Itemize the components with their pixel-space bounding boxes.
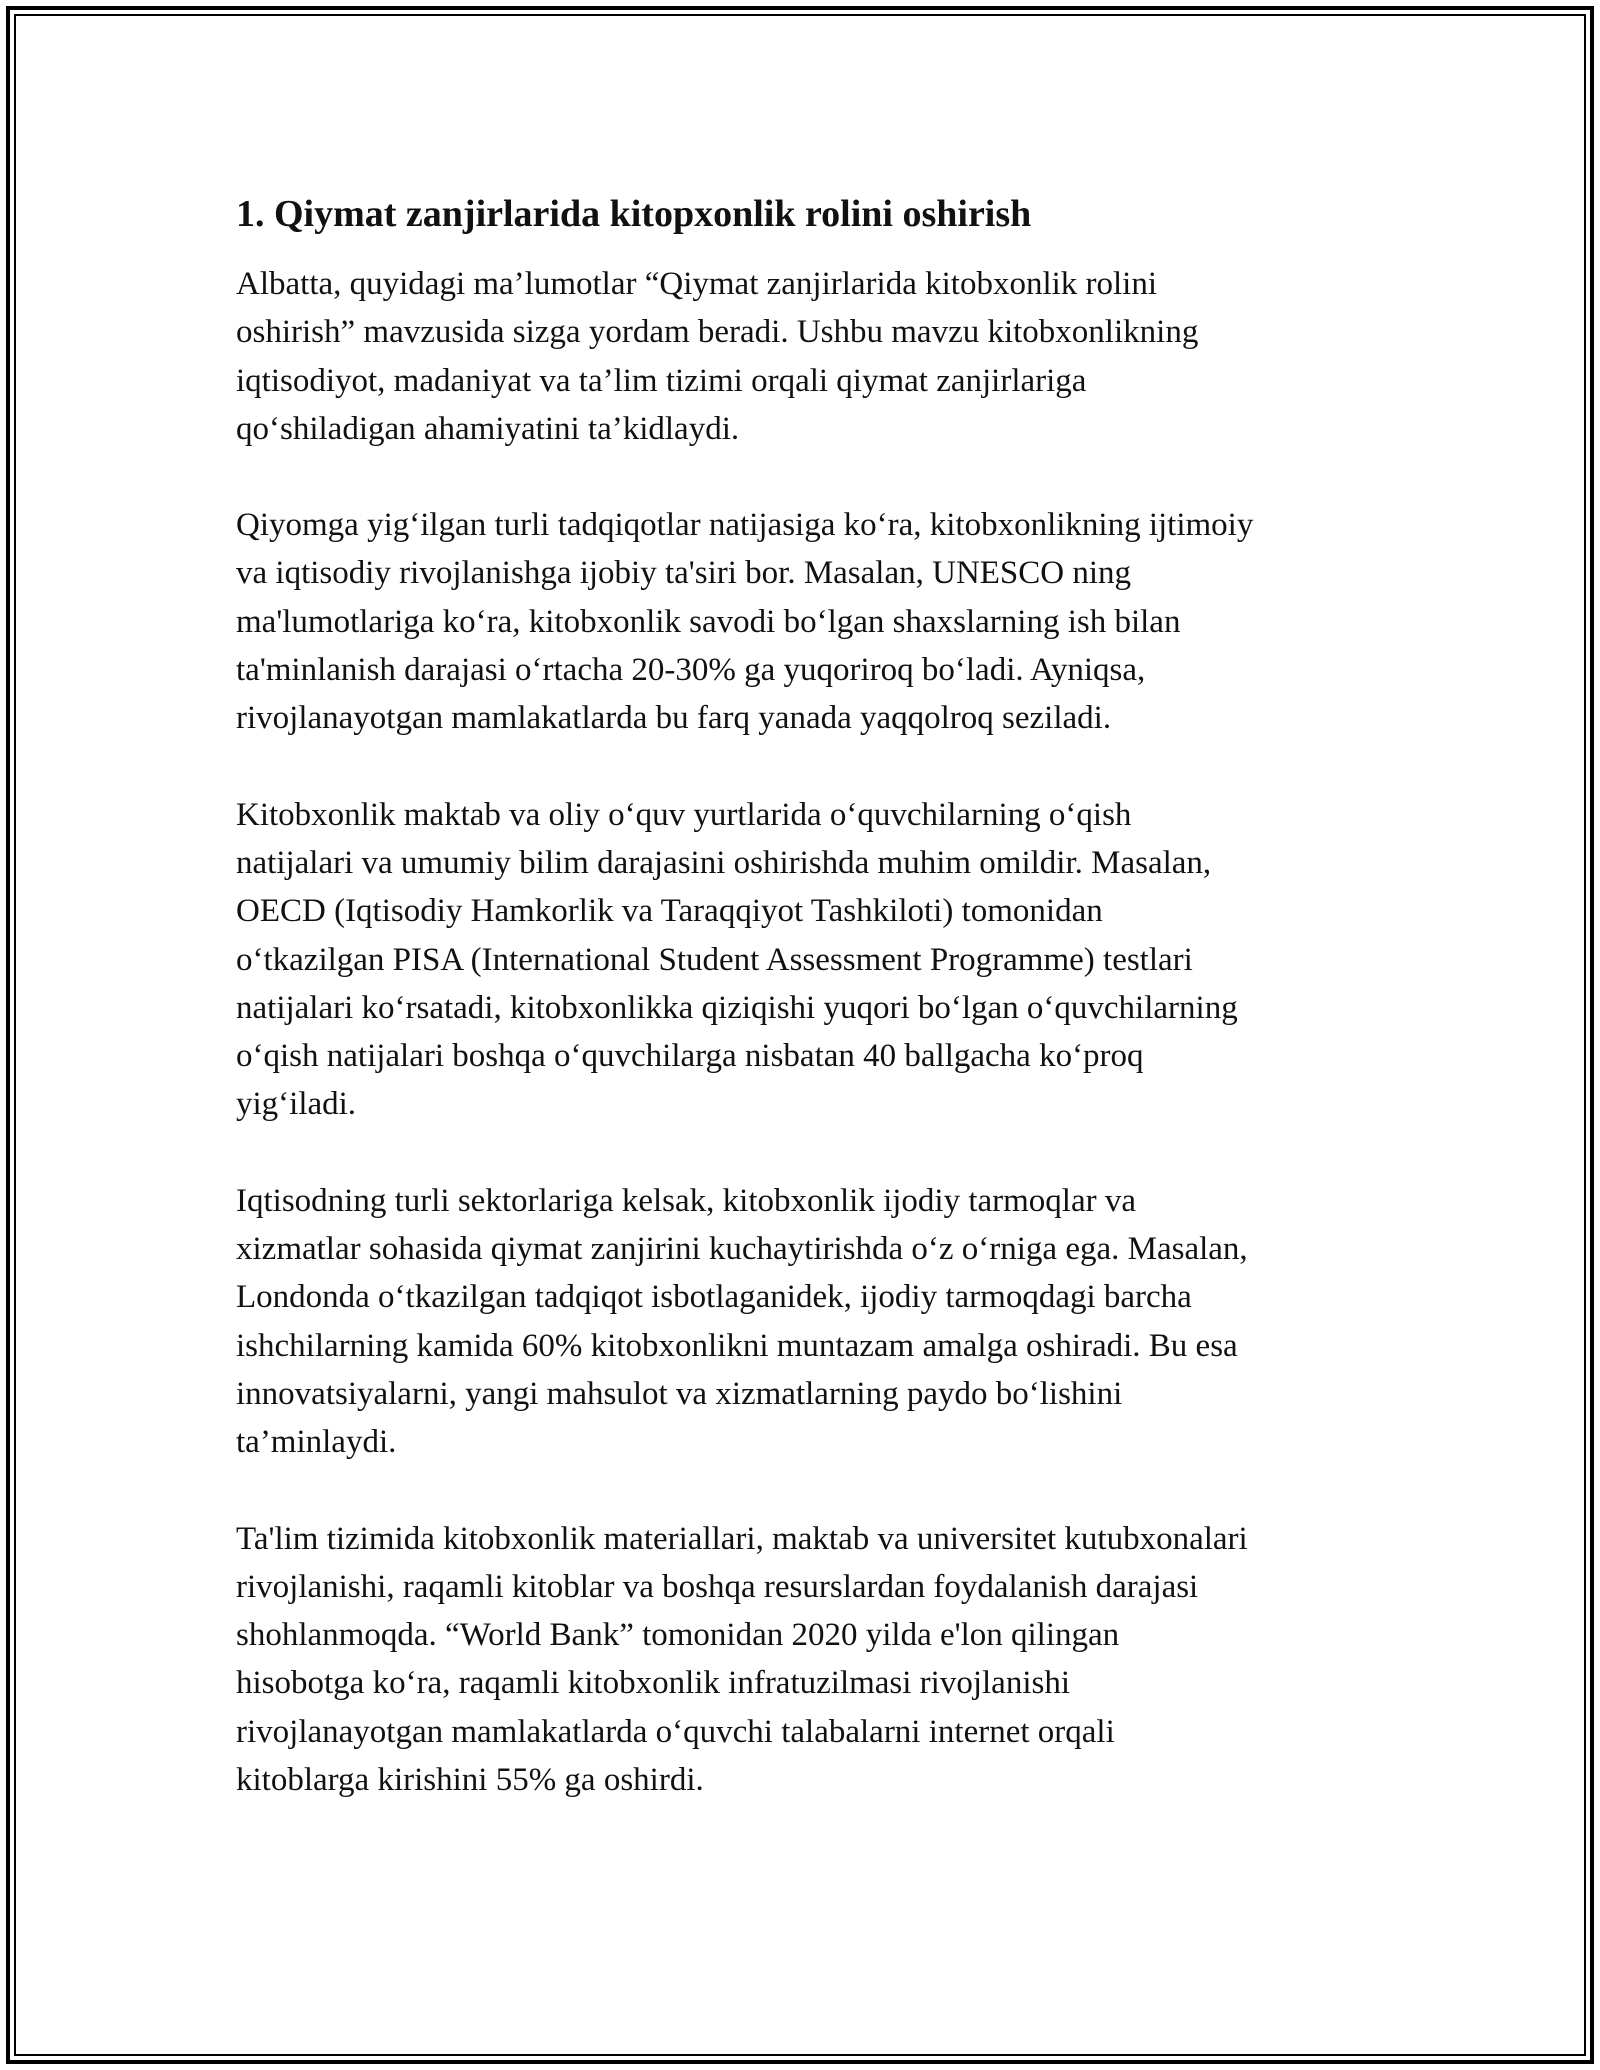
text-line: Albatta, quyidagi ma’lumotlar “Qiymat zanjirlarida kitobxonlik rolini: [236, 266, 1158, 302]
text-line: shohlanmoqda. “World Bank” tomonidan 2020 yilda e'lon qilingan: [236, 1617, 1120, 1654]
paragraph-intro: [236, 260, 1376, 453]
text-line: Kitobxonlik maktab va oliy o‘quv yurtlarida o‘quvchilarning o‘qish: [236, 796, 1132, 833]
text-line: Ta'lim tizimida kitobxonlik materiallari, maktab va universitet kutubxonalari: [236, 1520, 1248, 1557]
text-line: rivojlanayotgan mamlakatlarda o‘quvchi talabalarni internet orqali: [236, 1713, 1115, 1750]
section-heading: 1. Qiymat zanjirlarida kitopxonlik rolini oshirish: [236, 193, 1032, 235]
text-line: xizmatlar sohasida qiymat zanjirini kuchaytirishda o‘z o‘rniga ega. Masalan,: [236, 1231, 1248, 1268]
text-line: qo‘shiladigan ahamiyatini ta’kidlaydi.: [236, 410, 740, 447]
text-line: ta'minlanish darajasi o‘rtacha 20-30% ga yuqoriroq bo‘ladi. Ayniqsa,: [236, 652, 1146, 689]
text-line: o‘tkazilgan PISA (International Student Assessment Programme) testlari: [236, 941, 1193, 978]
text-line: Londonda o‘tkazilgan tadqiqot isbotlaganidek, ijodiy tarmoqdagi barcha: [236, 1279, 1192, 1316]
text-line: va iqtisodiy rivojlanishga ijobiy ta'siri bor. Masalan, UNESCO ning: [236, 555, 1132, 592]
paragraph-economy-sectors: [236, 1177, 1376, 1467]
text-line: ma'lumotlariga ko‘ra, kitobxonlik savodi bo‘lgan shaxslarning ish bilan: [236, 603, 1181, 640]
text-line: natijalari ko‘rsatadi, kitobxonlikka qiziqishi yuqori bo‘lgan o‘quvchilarning: [236, 989, 1238, 1026]
text-line: yig‘iladi.: [236, 1086, 357, 1123]
paragraph-education: [236, 791, 1376, 1129]
text-line: ishchilarning kamida 60% kitobxonlikni muntazam amalga oshiradi. Bu esa: [236, 1327, 1238, 1364]
text-line: Iqtisodning turli sektorlariga kelsak, kitobxonlik ijodiy tarmoqlar va: [236, 1182, 1137, 1219]
paragraph-social-economic: [236, 501, 1376, 742]
text-line: hisobotga ko‘ra, raqamli kitobxonlik infratuzilmasi rivojlanishi: [236, 1665, 1071, 1702]
text-line: o‘qish natijalari boshqa o‘quvchilarga nisbatan 40 ballgacha ko‘proq: [236, 1038, 1144, 1075]
text-line: Qiyomga yig‘ilgan turli tadqiqotlar natijasiga ko‘ra, kitobxonlikning ijtimoiy: [236, 507, 1254, 544]
text-line: ta’minlaydi.: [236, 1424, 397, 1461]
text-line: kitoblarga kirishini 55% ga oshirdi.: [236, 1762, 704, 1799]
text-line: rivojlanishi, raqamli kitoblar va boshqa resurslardan foydalanish darajasi: [236, 1568, 1199, 1605]
paragraph-education-system: [236, 1515, 1376, 1805]
text-line: natijalari va umumiy bilim darajasini oshirishda muhim omildir. Masalan,: [236, 844, 1212, 881]
text-line: innovatsiyalarni, yangi mahsulot va xizmatlarning paydo bo‘lishini: [236, 1375, 1123, 1412]
text-line: rivojlanayotgan mamlakatlarda bu farq yanada yaqqolroq seziladi.: [236, 700, 1112, 737]
text-line: OECD (Iqtisodiy Hamkorlik va Taraqqiyot Tashkiloti) tomonidan: [236, 893, 1103, 930]
document-body: [236, 190, 1376, 1852]
text-line: iqtisodiyot, madaniyat va ta’lim tizimi orqali qiymat zanjirlariga: [236, 362, 1087, 399]
text-line: oshirish” mavzusida sizga yordam beradi. Ushbu mavzu kitobxonlikning: [236, 314, 1199, 351]
